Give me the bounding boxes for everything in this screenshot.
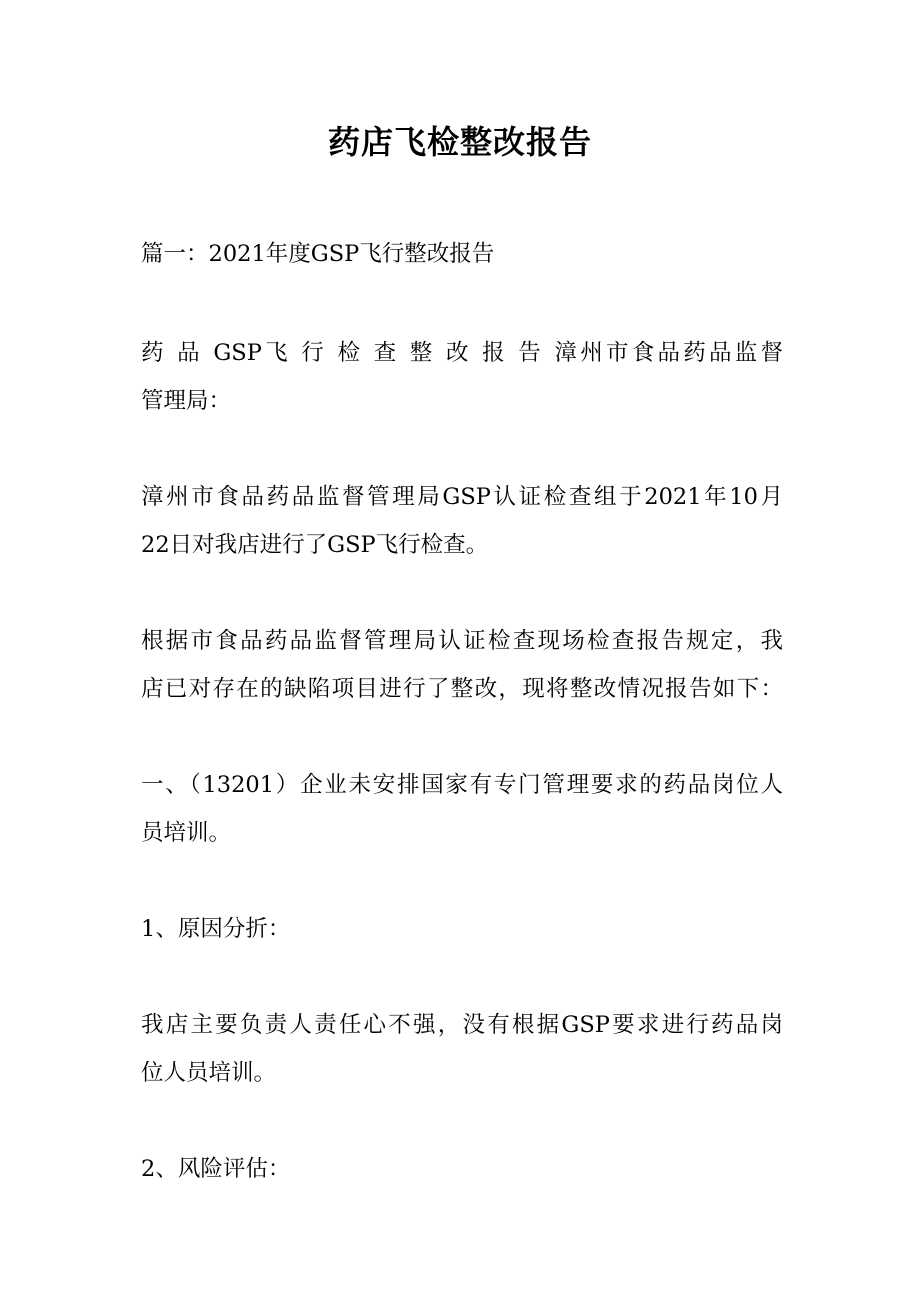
paragraph-rectification-line-2: 店已对存在的缺陷项目进行了整改，现将整改情况报告如下： — [141, 676, 783, 702]
item-one-line-1: 一、（13201）企业未安排国家有专门管理要求的药品岗位人 — [141, 772, 783, 798]
item-one-line-2: 员培训。 — [141, 820, 232, 846]
paragraph-inspection-line-2: 22日对我店进行了GSP飞行检查。 — [141, 532, 489, 558]
report-heading-line-2: 管理局： — [141, 388, 232, 414]
section-heading-part-one: 篇一：2021年度GSP飞行整改报告 — [141, 241, 495, 267]
report-heading-line-1: 药 品 GSP飞 行 检 查 整 改 报 告 漳州市食品药品监督 — [141, 340, 783, 366]
cause-analysis-heading: 1、原因分折： — [141, 916, 291, 942]
cause-analysis-line-2: 位人员培训。 — [141, 1060, 277, 1086]
risk-assessment-heading: 2、风险评估： — [141, 1156, 291, 1182]
paragraph-inspection-line-1: 漳州市食品药品监督管理局GSP认证检查组于2021年10月 — [141, 484, 783, 510]
cause-analysis-line-1: 我店主要负责人责任心不强，没有根据GSP要求进行药品岗 — [141, 1012, 783, 1038]
paragraph-rectification-line-1: 根据市食品药品监督管理局认证检查现场检查报告规定，我 — [141, 628, 783, 654]
document-title: 药店飞检整改报告 — [327, 123, 592, 161]
